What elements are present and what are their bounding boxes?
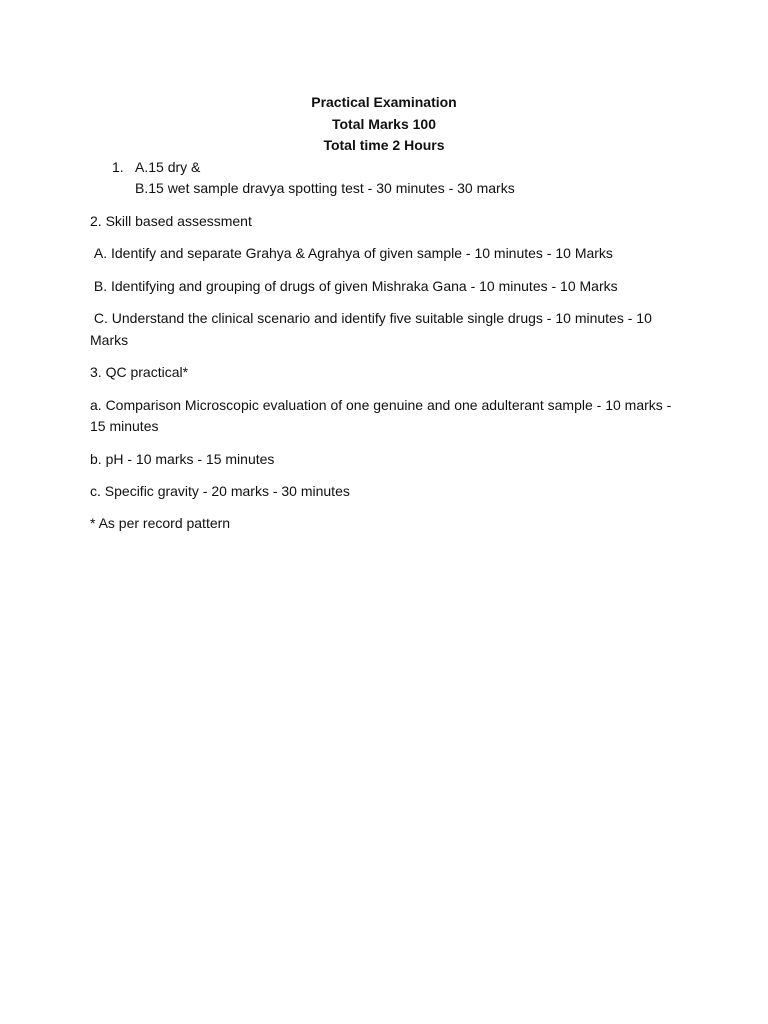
qc-heading: 3. QC practical* [90, 364, 189, 381]
spotting-wet-line: B.15 wet sample dravya spotting test - 30 minutes - 30 marks [135, 180, 515, 197]
document-title: Practical Examination [311, 94, 457, 110]
skill-heading: 2. Skill based assessment [90, 212, 252, 229]
qc-item-b: b. pH - 10 marks - 15 minutes [90, 450, 275, 467]
footnote: * As per record pattern [90, 515, 231, 532]
qc-item-c: c. Specific gravity - 20 marks - 30 minutes [90, 482, 350, 499]
qc-item-a: a. Comparison Microscopic evaluation of one genuine and one adulterant sample - 10 marks - 15 minutes [90, 396, 676, 435]
document-header [90, 92, 678, 157]
total-marks: Total Marks 100 [331, 115, 436, 132]
list-number: 1. [112, 158, 124, 175]
skill-item-b: B. Identifying and grouping of drugs of given Mishraka Gana - 10 minutes - 10 Marks [90, 277, 618, 294]
spotting-dry-line: A.15 dry & [135, 158, 201, 175]
skill-item-c: C. Understand the clinical scenario and identify five suitable single drugs - 10 minutes - 10 Marks [90, 310, 656, 348]
skill-item-a: A. Identify and separate Grahya & Agrahya of given sample - 10 minutes - 10 Marks [90, 245, 613, 262]
document-body [90, 92, 690, 535]
total-time: Total time 2 Hours [323, 137, 445, 154]
list-item-spotting-test [90, 157, 690, 200]
